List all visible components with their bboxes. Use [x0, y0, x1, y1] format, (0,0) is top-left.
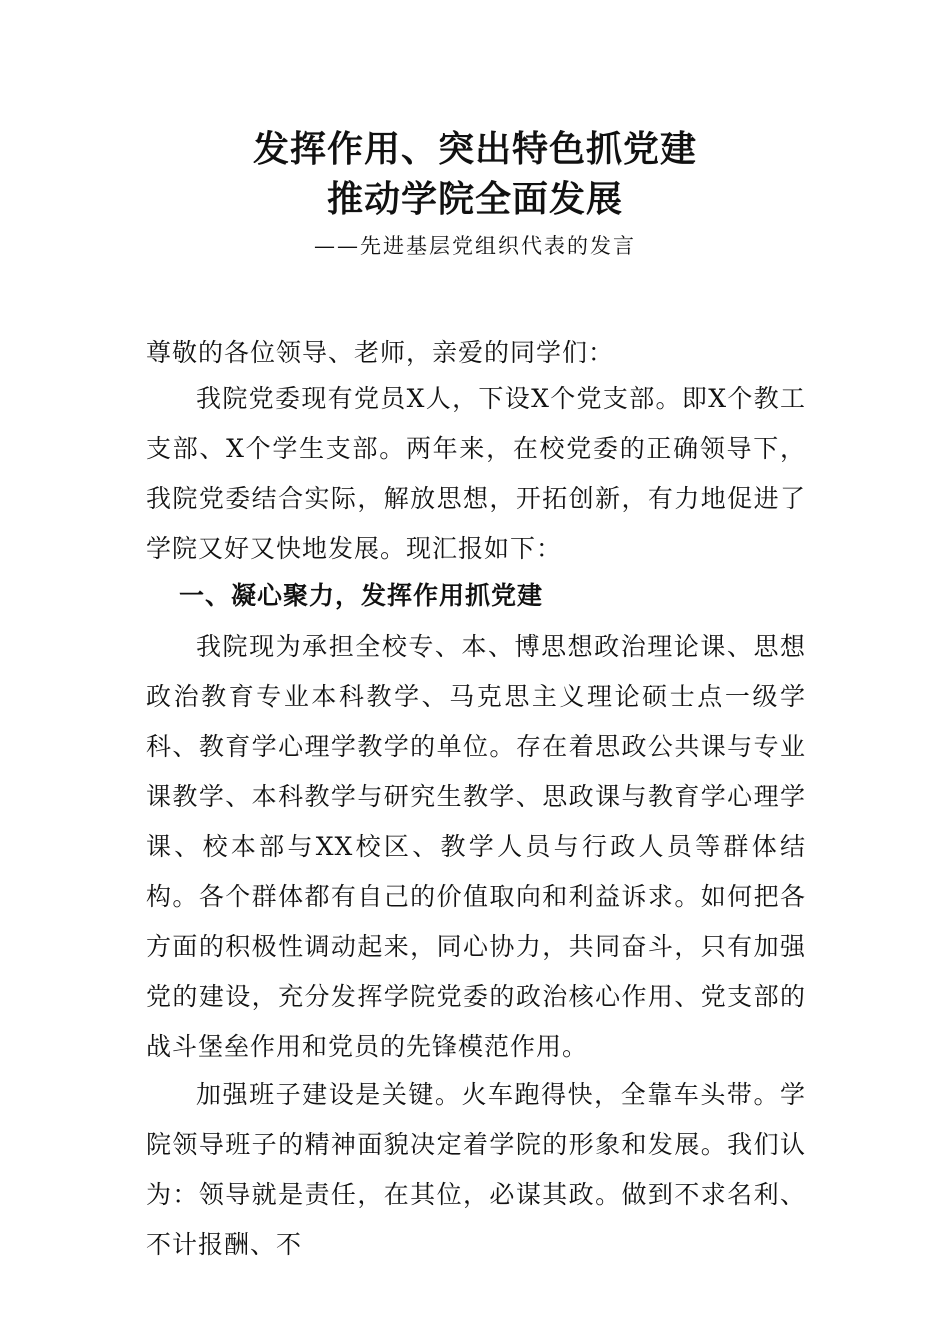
- document-subtitle: ——先进基层党组织代表的发言: [314, 234, 636, 258]
- salutation: 尊敬的各位领导、老师，亲爱的同学们：: [146, 338, 615, 367]
- document-title-line-1: 发挥作用、突出特色抓党建: [252, 128, 697, 170]
- section-heading-1: 一、凝心聚力，发挥作用抓党建: [179, 581, 544, 610]
- paragraph-section-1: 我院现为承担全校专、本、博思想政治理论课、思想政治教育专业本科教学、马克思主义理论硕士点一级学科、教育学心理学教学的单位。存在着思政公共课与专业课教学、本科教学与研究生教学、思政课与教育学心理学课、校本部与XX校区、教学人员与行政人员等群体结构。各个群体都有自己的价值取向和利益诉求。如何把各方面的积极性调动起来，同心协力，共同奋斗，只有加强党的建设，充分发挥学院党委的政治核心作用、党支部的战斗堡垒作用和党员的先锋模范作用。: [146, 632, 806, 1061]
- paragraph-leadership: 加强班子建设是关键。火车跑得快，全靠车头带。学院领导班子的精神面貌决定着学院的形象和发展。我们认为：领导就是责任，在其位，必谋其政。做到不求名利、不计报酬、不: [146, 1080, 806, 1259]
- paragraph-intro: 我院党委现有党员X人，下设X个党支部。即X个教工支部、X个学生支部。两年来，在校党委的正确领导下，我院党委结合实际，解放思想，开拓创新，有力地促进了学院又好又快地发展。现汇报如下：: [146, 384, 806, 563]
- document-title-line-2: 推动学院全面发展: [326, 178, 623, 220]
